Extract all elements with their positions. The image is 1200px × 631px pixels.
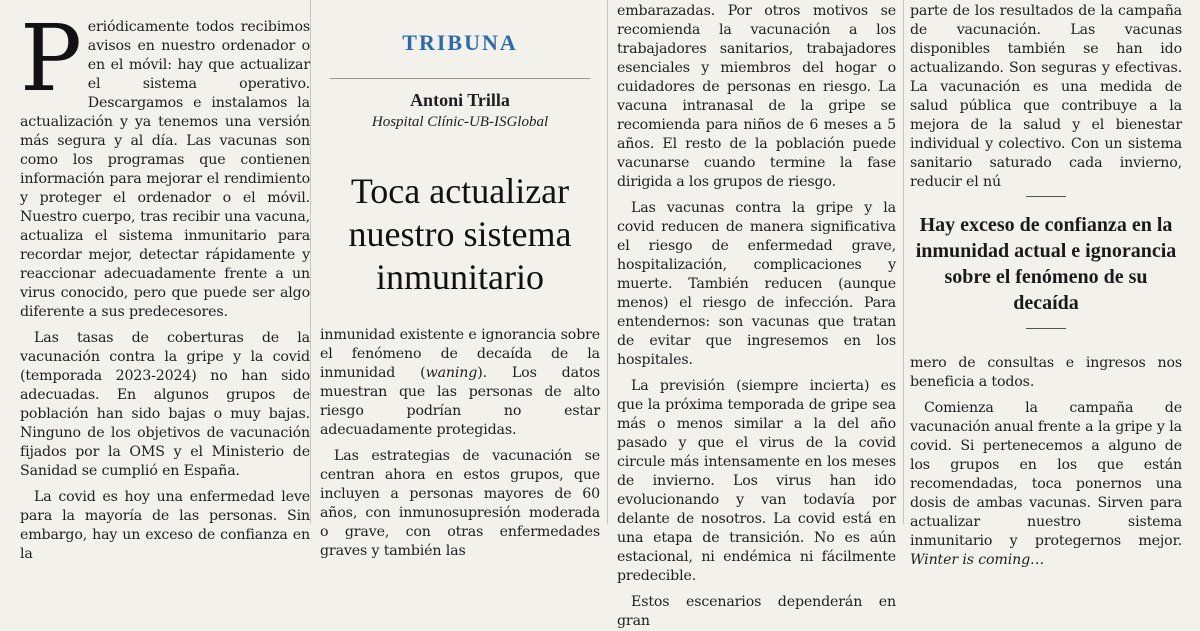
article-column-4-continued (910, 354, 1182, 570)
paragraph: La covid es hoy una enfermedad leve para la mayoría de las personas. Sin embargo, hay un exceso de confianza en la (20, 489, 310, 562)
paragraph: Las vacunas contra la gripe y la covid reducen de manera significativa el riesgo de enfermedad grave, hospitalización, complicaciones y muerte. También reducen (aunque menos) el riesgo de infección. Para entendernos: son vacunas que tratan de evitar que ingresemos en los hospitales. (617, 200, 896, 368)
author-affiliation: Hospital Clínic-UB-ISGlobal (371, 114, 549, 130)
paragraph: Estos escenarios dependerán en gran (617, 594, 896, 629)
paragraph: parte de los resultados de la campaña de vacunación. Las vacunas disponibles también se han ido actualizando. Son seguras y efectivas. La vacunación es una medida de salud pública que contribuye a la mejora de la salud y el bienestar individual y colectivo. Con un sistema sanitario saturado cada invierno, reducir el nú (910, 3, 1182, 190)
paragraph: inmunidad existente e ignorancia sobre el fenómeno de decaída de la inmunidad (waning). Los datos muestran que las personas de alto riesgo podrían no estar adecuadamente protegidas. (320, 327, 600, 438)
article-column-1 (20, 5, 310, 564)
section-kicker: TRIBUNA (402, 30, 518, 55)
paragraph: Las tasas de coberturas de la vacunación contra la gripe y la covid (temporada 2023-2024) no han sido adecuadas. En algunos grupos de población han sido bajas o muy bajas. Ninguno de los objetivos de vacunación fijados por la OMS y el Ministerio de Sanidad se cumplió en España. (20, 330, 310, 479)
paragraph (20, 5, 310, 322)
column-rule (607, 0, 608, 524)
column-rule (310, 0, 311, 524)
paragraph: Comienza la campaña de vacunación anual frente a la gripe y la covid. Si pertenecemos a alguno de los grupos en los que están recomendadas, toca ponernos una dosis de ambas vacunas. Sirven para actualizar nuestro sistema inmunitario y protegernos mejor. Winter is coming… (910, 400, 1182, 568)
author-name: Antoni Trilla (410, 90, 510, 110)
paragraph: La previsión (siempre incierta) es que la próxima temporada de gripe sea más o menos similar a la del año pasado y que el virus de la covid circule más intensamente en los meses de invierno. Los virus han ido evolucionando y van todavía por delante de nosotros. La covid está en una etapa de transición. No es aún estacional, ni endémica ni fácilmente predecible. (617, 378, 896, 584)
pull-quote-rule-bottom (1026, 328, 1066, 329)
paragraph: mero de consultas e ingresos nos beneficia a todos. (910, 355, 1182, 390)
paragraph: embarazadas. Por otros motivos se recomienda la vacunación a los trabajadores sanitarios, trabajadores esenciales y miembros del hogar o cuidadores de personas en riesgo. La vacuna intranasal de la gripe se recomienda para niños de 6 meses a 5 años. El resto de la población puede vacunarse cuando termine la fase dirigida a los grupos de riesgo. (617, 3, 896, 190)
closing-phrase: Winter is coming… (910, 552, 1045, 568)
pull-quote: Hay exceso de confianza en la inmunidad actual e ignorancia sobre el fenómeno de su decaída (915, 214, 1177, 314)
article-column-3 (617, 2, 896, 631)
article-column-4 (910, 2, 1182, 192)
pull-quote-rule-top (1026, 196, 1066, 197)
drop-cap: P (20, 5, 82, 112)
italic-term: waning (425, 365, 478, 381)
article-column-2 (320, 326, 600, 561)
column-rule (903, 0, 904, 524)
paragraph: Las estrategias de vacunación se centran ahora en estos grupos, que incluyen a personas mayores de 60 años, con inmunosupresión moderada o grave, con otras enfermedades graves y también las (320, 448, 600, 559)
kicker-divider (330, 78, 590, 79)
paragraph-text: eriódicamente todos recibimos avisos en nuestro ordenador o en el móvil: hay que actualizar el sistema operativo. Descargamos e instalamos la actualización y ya tenemos una versión más segura y al día. Las vacunas son como los programas que contienen información para mejorar el rendimiento y proteger el ordenador o el móvil. Nuestro cuerpo, tras recibir una vacuna, actualiza el sistema inmunitario para recordar mejor, detectar rápidamente y reaccionar adecuadamente frente a un virus conocido, pero que puede ser algo diferente a sus predecesores. (20, 19, 310, 320)
headline: Toca actualizar nuestro sistema inmunitario (348, 171, 572, 297)
